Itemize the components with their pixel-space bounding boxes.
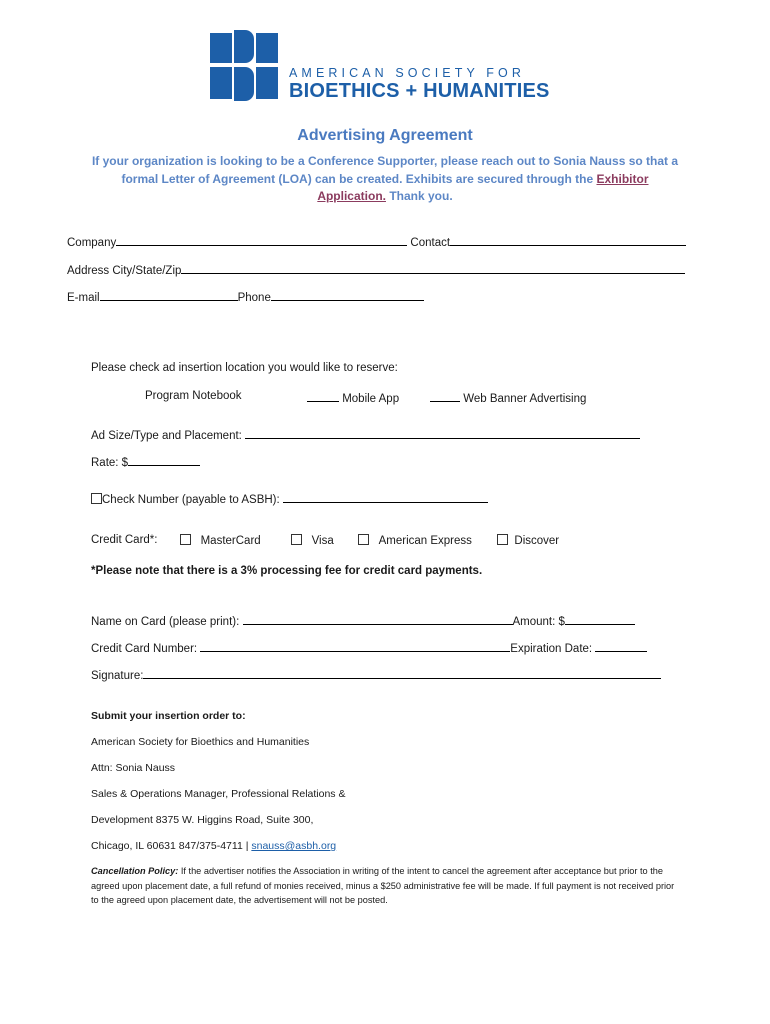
- email-row: [67, 289, 424, 304]
- contact-label: Contact: [410, 237, 451, 249]
- name-on-card-label: Name on Card (please print):: [91, 616, 240, 628]
- submit-org: American Society for Bioethics and Humanities: [91, 736, 310, 748]
- option-web-banner-row: [430, 390, 586, 405]
- email-field[interactable]: [100, 289, 238, 301]
- contact-field[interactable]: [450, 234, 686, 246]
- email-link[interactable]: snauss@asbh.org: [251, 840, 337, 852]
- amex-option: [358, 534, 472, 547]
- submit-city: Chicago, IL 60631 847/375-4711 |: [91, 840, 249, 852]
- option-program-notebook: Program Notebook: [145, 390, 242, 402]
- rate-field[interactable]: [128, 454, 200, 466]
- check-number-field[interactable]: [283, 491, 488, 503]
- option-mobile-app: Mobile App: [342, 393, 400, 405]
- rate-row: [91, 454, 200, 469]
- phone-field[interactable]: [271, 289, 424, 301]
- visa-label: Visa: [311, 535, 334, 547]
- company-row: [67, 234, 686, 249]
- check-number-checkbox[interactable]: [91, 493, 102, 504]
- option-mobile-app-row: [307, 390, 399, 405]
- page-title: Advertising Agreement: [297, 127, 473, 144]
- check-number-row: [91, 491, 488, 506]
- processing-fee-note: *Please note that there is a 3% processing fee for credit card payments.: [91, 565, 483, 577]
- insertion-prompt: Please check ad insertion location you would like to reserve:: [91, 362, 398, 374]
- ad-size-field[interactable]: [245, 427, 640, 439]
- intro-thanks: Thank you.: [385, 189, 453, 203]
- ad-size-label: Ad Size/Type and Placement:: [91, 430, 242, 442]
- intro-line-3: [0, 189, 770, 203]
- exhibitor-link[interactable]: Exhibitor: [596, 172, 649, 186]
- option-web-banner: Web Banner Advertising: [463, 393, 587, 405]
- intro-line-2-text: formal Letter of Agreement (LOA) can be created. Exhibits are secured through the: [121, 172, 594, 186]
- amex-checkbox[interactable]: [358, 534, 369, 545]
- company-label: Company: [67, 237, 117, 249]
- address-row: [67, 262, 685, 277]
- amount-label: Amount: $: [512, 616, 565, 628]
- check-number-label: Check Number (payable to ASBH):: [102, 494, 280, 506]
- discover-label: Discover: [514, 535, 560, 547]
- name-on-card-field[interactable]: [243, 613, 513, 625]
- discover-checkbox[interactable]: [497, 534, 508, 545]
- submit-title: Sales & Operations Manager, Professional Relations &: [91, 788, 346, 800]
- address-field[interactable]: [181, 262, 685, 274]
- logo-line1: AMERICAN SOCIETY FOR: [289, 66, 525, 80]
- policy-label: Cancellation Policy:: [91, 866, 179, 876]
- card-number-label: Credit Card Number:: [91, 643, 198, 655]
- submit-city-row: [91, 840, 336, 852]
- name-on-card-row: [91, 613, 635, 628]
- signature-field[interactable]: [143, 667, 661, 679]
- ad-size-row: [91, 427, 640, 442]
- expiration-field[interactable]: [595, 640, 647, 652]
- mobile-app-field[interactable]: [307, 390, 339, 402]
- submit-heading: Submit your insertion order to:: [91, 710, 246, 722]
- amex-label: American Express: [378, 535, 472, 547]
- signature-row: [91, 667, 661, 682]
- mastercard-checkbox[interactable]: [180, 534, 191, 545]
- intro-line-1: If your organization is looking to be a Conference Supporter, please reach out to Sonia Nauss so that a: [91, 154, 679, 168]
- card-number-field[interactable]: [200, 640, 510, 652]
- application-link[interactable]: Application.: [317, 189, 386, 203]
- visa-checkbox[interactable]: [291, 534, 302, 545]
- signature-label: Signature:: [91, 670, 144, 682]
- phone-label: Phone: [237, 292, 271, 304]
- address-label: Address City/State/Zip: [67, 265, 182, 277]
- email-label: E-mail: [67, 292, 100, 304]
- credit-card-label: Credit Card*:: [91, 534, 158, 546]
- mastercard-label: MasterCard: [200, 535, 261, 547]
- mastercard-option: [180, 534, 261, 547]
- intro-line-2: [0, 172, 770, 186]
- visa-option: [291, 534, 334, 547]
- submit-attn: Attn: Sonia Nauss: [91, 762, 176, 774]
- web-banner-field[interactable]: [430, 390, 460, 402]
- cancellation-policy: [91, 864, 681, 908]
- rate-label: Rate: $: [91, 457, 129, 469]
- expiration-label: Expiration Date:: [510, 643, 593, 655]
- card-number-row: [91, 640, 647, 655]
- company-field[interactable]: [116, 234, 407, 246]
- submit-address: Development 8375 W. Higgins Road, Suite 300,: [91, 814, 314, 826]
- asbh-logo: [210, 30, 555, 104]
- logo-line2: BIOETHICS + HUMANITIES: [289, 80, 550, 102]
- discover-option: [497, 534, 559, 547]
- policy-text: If the advertiser notifies the Association in writing of the intent to cancel the agreement after acceptance but prior to the agreed upon placement date, a full refund of monies received, minus a $250 administrative fee will be made. If full payment is not received prior to the agreed upon placement date, the advertisement will not be posted.: [91, 866, 675, 905]
- amount-field[interactable]: [565, 613, 635, 625]
